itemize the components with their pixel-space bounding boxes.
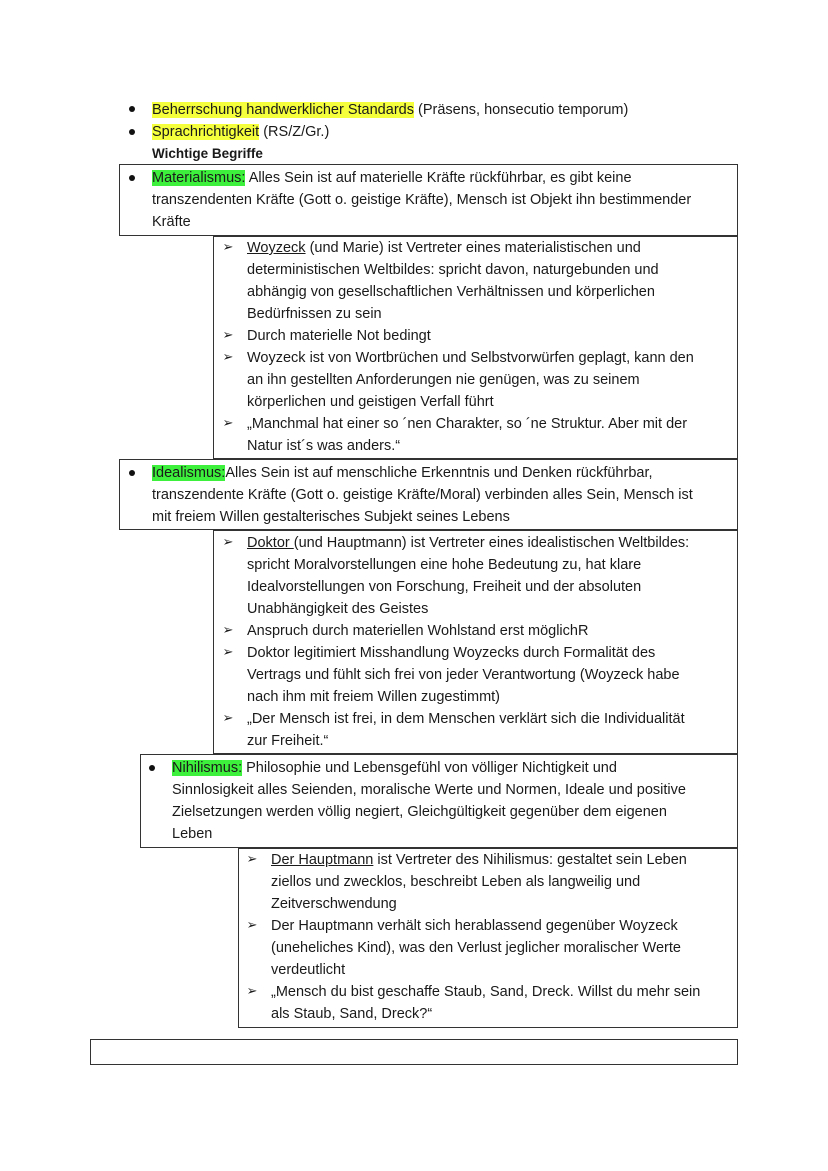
detail-line: Woyzeck ist von Wortbrüchen und Selbstvorwürfen geplagt, kann den bbox=[247, 350, 694, 366]
bullet-icon bbox=[129, 470, 135, 476]
detail-line: Doktor legitimiert Misshandlung Woyzecks durch Formalität des bbox=[247, 645, 656, 661]
term-nihilismus: Nihilismus: bbox=[172, 760, 243, 776]
quote-line: Natur ist´s was anders.“ bbox=[247, 438, 401, 454]
arrow-icon: ➢ bbox=[222, 240, 234, 255]
arrow-icon: ➢ bbox=[246, 984, 258, 999]
highlighted-text: Sprachrichtigkeit bbox=[152, 124, 260, 140]
bullet-icon bbox=[129, 106, 135, 112]
detail-line: ziellos und zwecklos, beschreibt Leben als langweilig und bbox=[271, 874, 641, 890]
character-name: Der Hauptmann bbox=[271, 852, 374, 868]
detail-line: Durch materielle Not bedingt bbox=[247, 328, 431, 344]
term-idealismus: Idealismus: bbox=[152, 465, 226, 481]
quote-line: als Staub, Sand, Dreck?“ bbox=[271, 1006, 433, 1022]
arrow-icon: ➢ bbox=[246, 852, 258, 867]
arrow-icon: ➢ bbox=[222, 645, 234, 660]
quote-line: „Der Mensch ist frei, in dem Menschen verklärt sich die Individualität bbox=[247, 711, 685, 727]
section-heading: Wichtige Begriffe bbox=[152, 146, 263, 161]
list-item: Beherrschung handwerklicher Standards (Präsens, honsecutio temporum) bbox=[152, 102, 629, 118]
quote-line: „Mensch du bist geschaffe Staub, Sand, Dreck. Willst du mehr sein bbox=[271, 984, 701, 1000]
definition-line: Kräfte bbox=[152, 214, 191, 230]
bullet-icon bbox=[149, 765, 155, 771]
arrow-icon: ➢ bbox=[222, 416, 234, 431]
detail-line: abhängig von gesellschaftlichen Verhältnissen und körperlichen bbox=[247, 284, 655, 300]
character-name: Doktor bbox=[247, 535, 294, 551]
empty-box bbox=[90, 1039, 738, 1065]
definition-line: Leben bbox=[172, 826, 213, 842]
term-materialismus: Materialismus: bbox=[152, 170, 246, 186]
detail-line: (uneheliches Kind), was den Verlust jeglicher moralischer Werte bbox=[271, 940, 681, 956]
arrow-icon: ➢ bbox=[222, 623, 234, 638]
detail-line: Der Hauptmann ist Vertreter des Nihilismus: gestaltet sein Leben bbox=[271, 852, 687, 868]
detail-line: an ihn gestellten Anforderungen nie genügen, was zu seinem bbox=[247, 372, 640, 388]
arrow-icon: ➢ bbox=[246, 918, 258, 933]
arrow-icon: ➢ bbox=[222, 711, 234, 726]
definition-line: transzendente Kräfte (Gott o. geistige Kräfte/Moral) verbinden alles Sein, Mensch ist bbox=[152, 487, 693, 503]
detail-line: verdeutlicht bbox=[271, 962, 346, 978]
definition-line: Sinnlosigkeit alles Seienden, moralische Werte und Normen, Ideale und positive bbox=[172, 782, 686, 798]
definition-line: transzendenten Kräfte (Gott o. geistige Kräfte), Mensch ist Objekt ihn bestimmender bbox=[152, 192, 692, 208]
arrow-icon: ➢ bbox=[222, 350, 234, 365]
detail-line: Unabhängigkeit des Geistes bbox=[247, 601, 429, 617]
detail-line: körperlichen und geistigen Verfall führt bbox=[247, 394, 494, 410]
detail-line: Woyzeck (und Marie) ist Vertreter eines materialistischen und bbox=[247, 240, 641, 256]
detail-line: nach ihm mit freiem Willen zugestimmt) bbox=[247, 689, 500, 705]
arrow-icon: ➢ bbox=[222, 535, 234, 550]
list-item: Sprachrichtigkeit (RS/Z/Gr.) bbox=[152, 124, 330, 140]
detail-line: Der Hauptmann verhält sich herablassend gegenüber Woyzeck bbox=[271, 918, 678, 934]
definition-line: mit freiem Willen gestalterisches Subjekt seines Lebens bbox=[152, 509, 510, 525]
detail-line: Anspruch durch materiellen Wohlstand erst möglichR bbox=[247, 623, 589, 639]
detail-line: Zeitverschwendung bbox=[271, 896, 397, 912]
definition-line: Materialismus: Alles Sein ist auf materielle Kräfte rückführbar, es gibt keine bbox=[152, 170, 632, 186]
detail-line: spricht Moralvorstellungen eine hohe Bedeutung zu, hat klare bbox=[247, 557, 642, 573]
arrow-icon: ➢ bbox=[222, 328, 234, 343]
quote-line: zur Freiheit.“ bbox=[247, 733, 329, 749]
detail-line: deterministischen Weltbildes: spricht davon, naturgebunden und bbox=[247, 262, 659, 278]
definition-line: Idealismus:Alles Sein ist auf menschliche Erkenntnis und Denken rückführbar, bbox=[152, 465, 653, 481]
definition-line: Zielsetzungen werden völlig negiert, Gleichgültigkeit gegenüber dem eigenen bbox=[172, 804, 667, 820]
quote-line: „Manchmal hat einer so ´nen Charakter, so ´ne Struktur. Aber mit der bbox=[247, 416, 688, 432]
detail-line: Bedürfnissen zu sein bbox=[247, 306, 382, 322]
definition-line: Nihilismus: Philosophie und Lebensgefühl von völliger Nichtigkeit und bbox=[172, 760, 617, 776]
detail-line: Vertrags und fühlt sich frei von jeder Verantwortung (Woyzeck habe bbox=[247, 667, 680, 683]
character-name: Woyzeck bbox=[247, 240, 306, 256]
detail-line: Doktor (und Hauptmann) ist Vertreter eines idealistischen Weltbildes: bbox=[247, 535, 690, 551]
bullet-icon bbox=[129, 175, 135, 181]
highlighted-text: Beherrschung handwerklicher Standards bbox=[152, 102, 414, 118]
bullet-icon bbox=[129, 129, 135, 135]
detail-line: Idealvorstellungen von Forschung, Freiheit und der absoluten bbox=[247, 579, 642, 595]
